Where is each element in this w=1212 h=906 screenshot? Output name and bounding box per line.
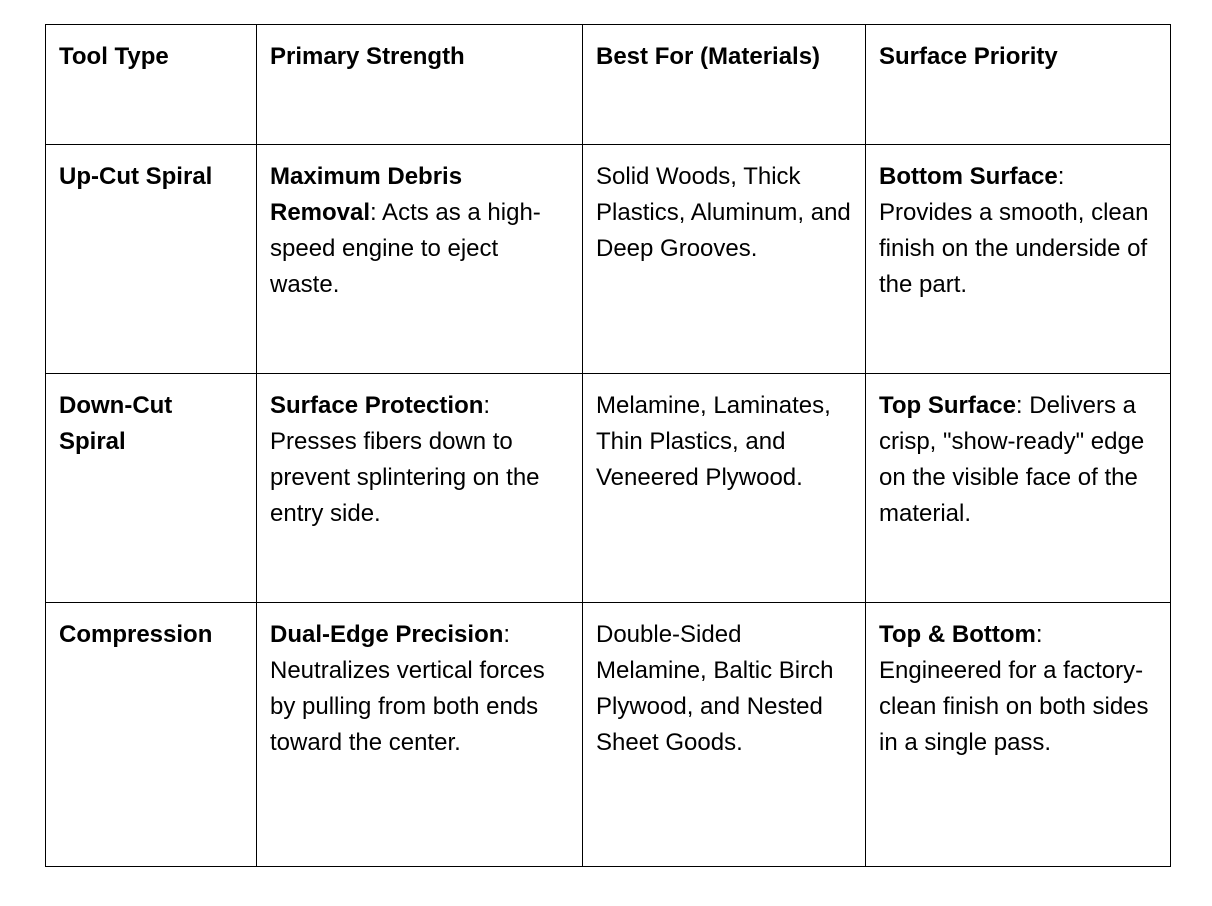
- surface-lead: Top & Bottom: [879, 621, 1036, 648]
- surface-priority-cell: [866, 374, 1171, 603]
- surface-lead: Top Surface: [879, 392, 1016, 419]
- surface-lead: Bottom Surface: [879, 163, 1058, 190]
- router-bit-comparison-table: [45, 24, 1171, 867]
- table-header-row: [46, 25, 1171, 145]
- surface-description: : Engineered for a factory-clean finish on both sides in a single pass.: [879, 621, 1149, 756]
- header-best-for-materials: Best For (Materials): [583, 25, 866, 145]
- materials-text: Solid Woods, Thick Plastics, Aluminum, and Deep Grooves.: [596, 163, 851, 262]
- materials-cell: [583, 145, 866, 374]
- strength-lead: Surface Protection: [270, 392, 484, 419]
- tool-name: Down-Cut Spiral: [59, 392, 173, 455]
- surface-description: : Provides a smooth, clean finish on the underside of the part.: [879, 163, 1149, 298]
- materials-text: Melamine, Laminates, Thin Plastics, and Veneered Plywood.: [596, 392, 831, 491]
- surface-description: : Delivers a crisp, "show-ready" edge on the visible face of the material.: [879, 392, 1145, 527]
- strength-lead: Dual-Edge Precision: [270, 621, 504, 648]
- primary-strength-cell: [257, 603, 583, 867]
- tool-type-cell: [46, 374, 257, 603]
- table-row: [46, 374, 1171, 603]
- surface-priority-cell: [866, 145, 1171, 374]
- header-surface-priority: Surface Priority: [866, 25, 1171, 145]
- tool-type-cell: [46, 145, 257, 374]
- tool-name: Up-Cut Spiral: [59, 163, 213, 190]
- primary-strength-cell: [257, 145, 583, 374]
- tool-name: Compression: [59, 621, 213, 648]
- table-row: [46, 603, 1171, 867]
- surface-priority-cell: [866, 603, 1171, 867]
- strength-description: : Acts as a high-speed engine to eject waste.: [270, 199, 541, 298]
- strength-lead: Maximum Debris Removal: [270, 163, 463, 226]
- header-primary-strength: Primary Strength: [257, 25, 583, 145]
- header-tool-type: Tool Type: [46, 25, 257, 145]
- primary-strength-cell: [257, 374, 583, 603]
- strength-description: : Presses fibers down to prevent splintering on the entry side.: [270, 392, 540, 527]
- materials-cell: [583, 603, 866, 867]
- table-row: [46, 145, 1171, 374]
- materials-cell: [583, 374, 866, 603]
- materials-text: Double-Sided Melamine, Baltic Birch Plywood, and Nested Sheet Goods.: [596, 621, 834, 756]
- tool-type-cell: [46, 603, 257, 867]
- strength-description: : Neutralizes vertical forces by pulling from both ends toward the center.: [270, 621, 545, 756]
